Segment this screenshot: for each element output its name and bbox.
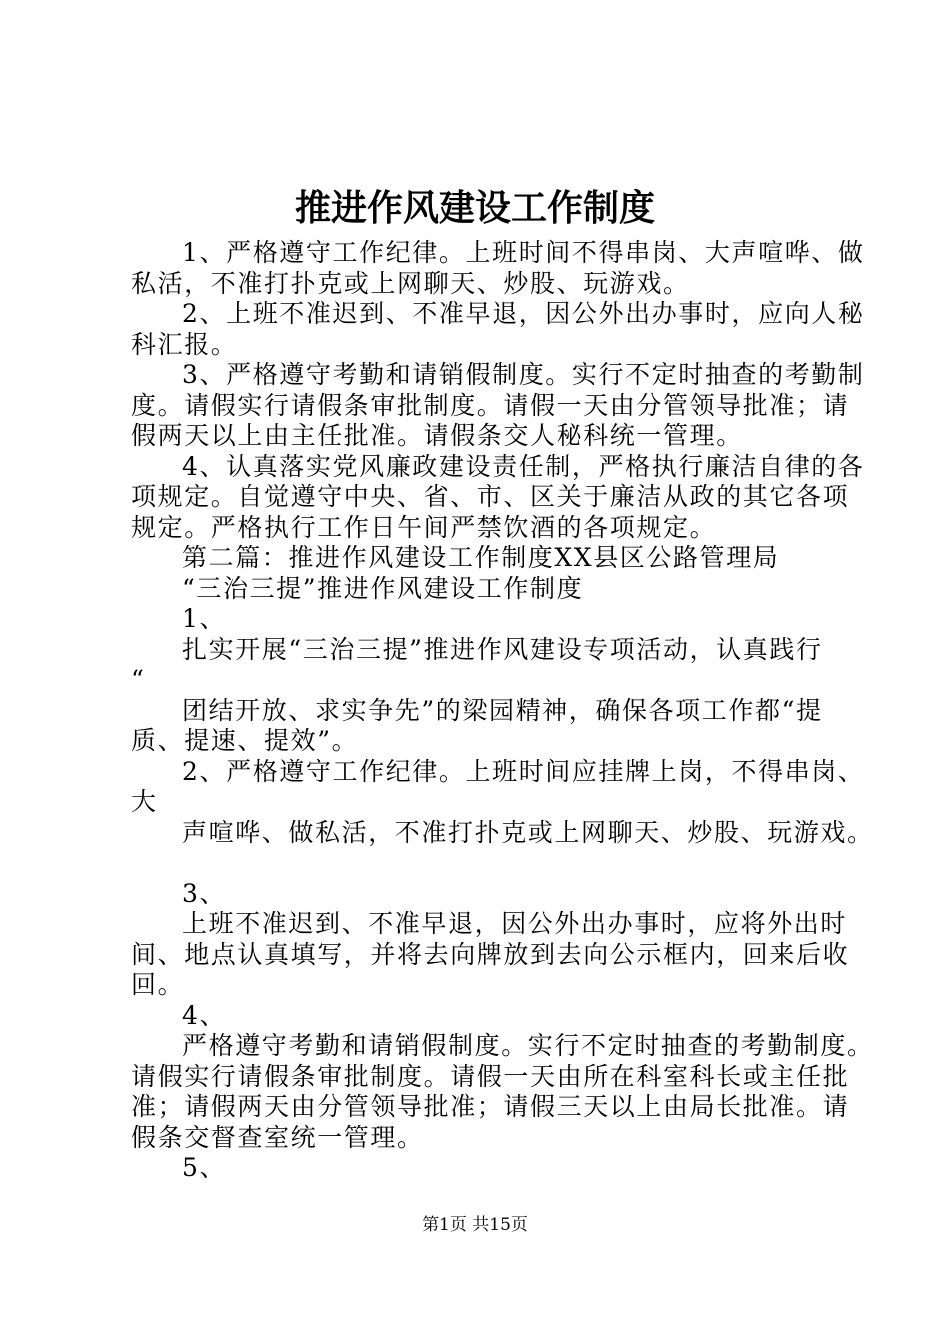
paragraph-line: 大: [131, 787, 158, 816]
paragraph-line: 回。: [131, 970, 185, 999]
paragraph-line: 质、提速、提效”。: [131, 726, 359, 755]
paragraph-line: 4、认真落实党风廉政建设责任制，严格执行廉洁自律的各: [182, 451, 865, 481]
item-number: 3、: [182, 878, 227, 908]
paragraph-line: 科汇报。: [131, 329, 238, 359]
paragraph-line: 扎实开展“三治三提”推进作风建设专项活动，认真践行: [182, 634, 823, 664]
blank-line: [131, 848, 836, 879]
paragraph-line: 假条交督查室统一管理。: [131, 1122, 424, 1152]
paragraph-line: 间、地点认真填写，并将去向牌放到去向公示框内，回来后收: [131, 939, 850, 969]
document-body: [131, 238, 874, 1184]
paragraph-line: 上班不准迟到、不准早退，因公外出办事时，应将外出时: [182, 909, 848, 938]
page-indicator: 第1页 共15页: [422, 1215, 528, 1235]
paragraph-line: 准；请假两天由分管领导批准；请假三天以上由局长批准。请: [131, 1092, 850, 1121]
section-heading-line: “三治三提”推进作风建设工作制度: [182, 573, 584, 603]
paragraph-line: “: [131, 665, 146, 694]
section-heading-line: 第二篇：推进作风建设工作制度XX县区公路管理局: [182, 543, 780, 572]
paragraph-line: 2、上班不准迟到、不准早退，因公外出办事时，应向人秘: [182, 299, 865, 328]
paragraph-line: 1、严格遵守工作纪律。上班时间不得串岗、大声喧哗、做: [182, 238, 865, 267]
paragraph-line: 项规定。自觉遵守中央、省、市、区关于廉洁从政的其它各项: [131, 482, 850, 511]
paragraph-line: 声喧哗、做私活，不准打扑克或上网聊天、炒股、玩游戏。: [182, 817, 874, 847]
document-title: 推进作风建设工作制度: [294, 187, 655, 229]
item-number: 4、: [182, 1000, 227, 1030]
paragraph-line: 2、严格遵守工作纪律。上班时间应挂牌上岗，不得串岗、: [182, 756, 865, 786]
paragraph-line: 度。请假实行请假条审批制度。请假一天由分管领导批准；请: [131, 390, 850, 420]
paragraph-line: 严格遵守考勤和请销假制度。实行不定时抽查的考勤制度。: [182, 1031, 874, 1060]
paragraph-line: 假两天以上由主任批准。请假条交人秘科统一管理。: [131, 421, 743, 450]
paragraph-line: 规定。严格执行工作日午间严禁饮酒的各项规定。: [131, 512, 717, 542]
item-number: 5、: [182, 1153, 227, 1182]
paragraph-line: 团结开放、求实争先”的梁园精神，确保各项工作都“提: [182, 695, 823, 725]
paragraph-line: 3、严格遵守考勤和请销假制度。实行不定时抽查的考勤制: [182, 360, 865, 389]
paragraph-line: 请假实行请假条审批制度。请假一天由所在科室科长或主任批: [131, 1061, 850, 1091]
item-number: 1、: [182, 604, 227, 633]
paragraph-line: 私活，不准打扑克或上网聊天、炒股、玩游戏。: [131, 268, 690, 298]
